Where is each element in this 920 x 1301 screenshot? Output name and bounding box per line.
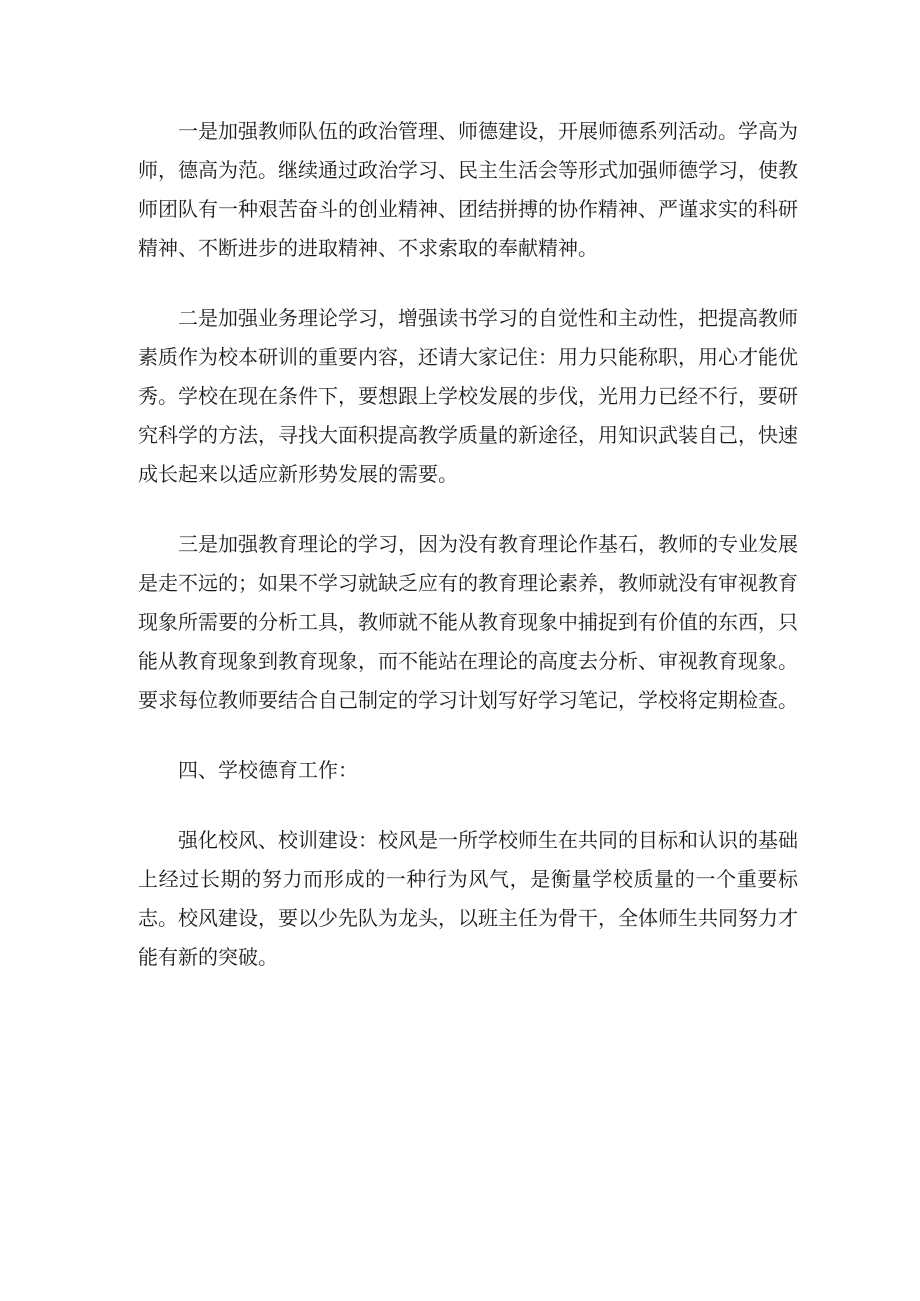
paragraph-education-theory-study: 三是加强教育理论的学习，因为没有教育理论作基石，教师的专业发展是走不远的；如果不学习就缺乏应有的教育理论素养，教师就没有审视教育现象所需要的分析工具，教师就不能从教育现象中捕捉到有价值的东西，只能从教育现象到教育现象，而不能站在理论的高度去分析、审视教育现象。要求每位教师要结合自己制定的学习计划写好学习笔记，学校将定期检查。 [138,532,798,712]
paragraph-school-spirit: 强化校风、校训建设：校风是一所学校师生在共同的目标和认识的基础上经过长期的努力而形成的一种行为风气，是衡量学校质量的一个重要标志。校风建设，要以少先队为龙头，以班主任为骨干，全体师生共同努力才能有新的突破。 [138,828,798,969]
document-body [138,112,798,1008]
paragraph-business-theory-study: 二是加强业务理论学习，增强读书学习的自觉性和主动性，把提高教师素质作为校本研训的重要内容，还请大家记住：用力只能称职，用心才能优秀。学校在现在条件下，要想跟上学校发展的步伐，光用力已经不行，要研究科学的方法，寻找大面积提高教学质量的新途径，用知识武装自己，快速成长起来以适应新形势发展的需要。 [138,306,798,486]
section-heading-moral-education: 四、学校德育工作： [178,758,358,782]
paragraph-teacher-ethics: 一是加强教师队伍的政治管理、师德建设，开展师德系列活动。学高为师，德高为范。继续通过政治学习、民主生活会等形式加强师德学习，使教师团队有一种艰苦奋斗的创业精神、团结拼搏的协作精神、严谨求实的科研精神、不断进步的进取精神、不求索取的奉献精神。 [138,119,798,260]
